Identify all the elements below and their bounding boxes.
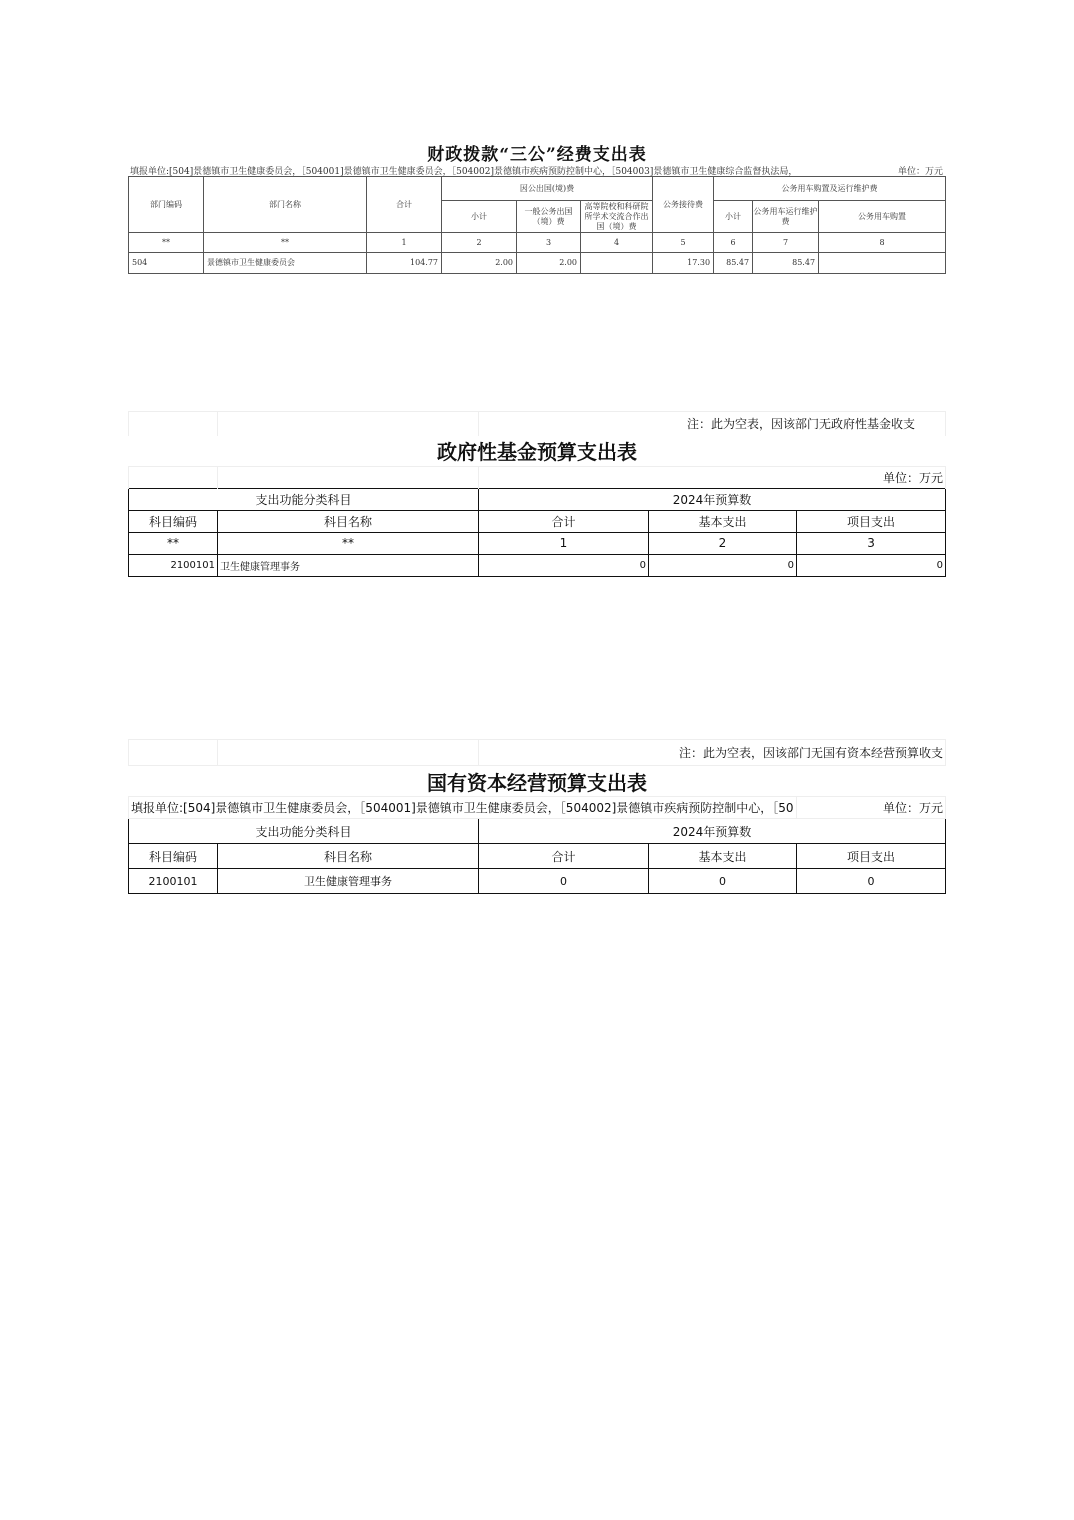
t1-index-cell: 5 bbox=[653, 233, 714, 253]
table-row bbox=[129, 554, 946, 576]
t2-index-cell: ** bbox=[129, 532, 218, 554]
t1-index-row bbox=[129, 233, 946, 253]
t2-cell-basic: 0 bbox=[649, 554, 797, 576]
t1-cell-dept-name: 景德镇市卫生健康委员会 bbox=[204, 253, 367, 274]
t3-header-func: 支出功能分类科目 bbox=[129, 819, 479, 844]
table1-three-public-expenses bbox=[128, 176, 946, 274]
t1-header-university-abroad: 高等院校和科研院所学术交流合作出国（境）费 bbox=[581, 201, 653, 233]
t1-header-subtotal: 小计 bbox=[442, 201, 517, 233]
t2-col-code: 科目编码 bbox=[129, 510, 218, 532]
t1-index-cell: 4 bbox=[581, 233, 653, 253]
table3-unit: 单位：万元 bbox=[797, 797, 946, 819]
t2-index-cell: 3 bbox=[797, 532, 946, 554]
t1-cell-university-abroad bbox=[581, 253, 653, 274]
t3-cell-name: 卫生健康管理事务 bbox=[218, 869, 479, 894]
t2-col-name: 科目名称 bbox=[218, 510, 479, 532]
t1-cell-general-abroad: 2.00 bbox=[517, 253, 581, 274]
t3-col-basic: 基本支出 bbox=[649, 844, 797, 869]
t1-index-cell: 3 bbox=[517, 233, 581, 253]
t2-col-project: 项目支出 bbox=[797, 510, 946, 532]
t1-cell-reception: 17.30 bbox=[653, 253, 714, 274]
t2-cell-code: 2100101 bbox=[129, 554, 218, 576]
t2-index-cell: ** bbox=[218, 532, 479, 554]
t3-col-code: 科目编码 bbox=[129, 844, 218, 869]
table3-state-capital-budget bbox=[128, 739, 946, 894]
t3-col-name: 科目名称 bbox=[218, 844, 479, 869]
t2-col-total: 合计 bbox=[479, 510, 649, 532]
t1-header-vehicle-purchase: 公务用车购置 bbox=[819, 201, 946, 233]
t1-cell-vehicle-purchase bbox=[819, 253, 946, 274]
t3-cell-total: 0 bbox=[479, 869, 649, 894]
t1-header-dept-name: 部门名称 bbox=[204, 177, 367, 233]
t1-header-vehicle-running: 公务用车运行维护费 bbox=[753, 201, 819, 233]
t2-cell-name: 卫生健康管理事务 bbox=[218, 554, 479, 576]
t3-cell-project: 0 bbox=[797, 869, 946, 894]
t2-index-row bbox=[129, 532, 946, 554]
t2-index-cell: 1 bbox=[479, 532, 649, 554]
t2-header-budget: 2024年预算数 bbox=[479, 488, 946, 510]
t1-header-total: 合计 bbox=[367, 177, 442, 233]
table-row bbox=[129, 253, 946, 274]
t1-header-general-abroad: 一般公务出国（境）费 bbox=[517, 201, 581, 233]
t1-header-dept-code: 部门编码 bbox=[129, 177, 204, 233]
t2-col-basic: 基本支出 bbox=[649, 510, 797, 532]
t1-header-vehicle-group: 公务用车购置及运行维护费 bbox=[714, 177, 946, 201]
t1-index-cell: 8 bbox=[819, 233, 946, 253]
table2-title: 政府性基金预算支出表 bbox=[437, 440, 638, 464]
t2-cell-project: 0 bbox=[797, 554, 946, 576]
table2-government-fund-budget bbox=[128, 411, 946, 577]
table-row bbox=[129, 869, 946, 894]
t1-index-cell: ** bbox=[204, 233, 367, 253]
t1-header-reception: 公务接待费 bbox=[653, 177, 714, 233]
table1-title: 财政拨款“三公”经费支出表 bbox=[427, 145, 647, 165]
t1-cell-subtotal: 2.00 bbox=[442, 253, 517, 274]
t1-cell-vehicle-subtotal: 85.47 bbox=[714, 253, 753, 274]
t1-index-cell: 7 bbox=[753, 233, 819, 253]
t1-cell-vehicle-running: 85.47 bbox=[753, 253, 819, 274]
table1-unit: 单位：万元 bbox=[897, 167, 943, 177]
t2-cell-total: 0 bbox=[479, 554, 649, 576]
table3-note: 注：此为空表，因该部门无国有资本经营预算收支 bbox=[479, 740, 946, 766]
t2-header-func: 支出功能分类科目 bbox=[129, 488, 479, 510]
t3-col-project: 项目支出 bbox=[797, 844, 946, 869]
t3-header-budget: 2024年预算数 bbox=[479, 819, 946, 844]
t3-col-total: 合计 bbox=[479, 844, 649, 869]
t1-header-vehicle-subtotal: 小计 bbox=[714, 201, 753, 233]
t1-header-abroad-group: 因公出国(境)费 bbox=[442, 177, 653, 201]
t1-cell-dept-code: 504 bbox=[129, 253, 204, 274]
t1-index-cell: 1 bbox=[367, 233, 442, 253]
table1-filler: 填报单位:[504]景德镇市卫生健康委员会，［504001]景德镇市卫生健康委员会，［504002]景德镇市疾病预防控制中心，［504003]景德镇市卫生健康综合监督执法局， bbox=[130, 167, 798, 177]
t3-cell-basic: 0 bbox=[649, 869, 797, 894]
t1-index-cell: 2 bbox=[442, 233, 517, 253]
t1-cell-total: 104.77 bbox=[367, 253, 442, 274]
table3-filler: 填报单位:[504]景德镇市卫生健康委员会，［504001]景德镇市卫生健康委员会，［504002]景德镇市疾病预防控制中心，［50 bbox=[129, 797, 797, 819]
t1-index-cell: ** bbox=[129, 233, 204, 253]
t3-cell-code: 2100101 bbox=[129, 869, 218, 894]
table2-note: 注：此为空表，因该部门无政府性基金收支 bbox=[479, 412, 946, 436]
table3-title: 国有资本经营预算支出表 bbox=[427, 770, 647, 795]
t2-index-cell: 2 bbox=[649, 532, 797, 554]
table2-unit: 单位：万元 bbox=[479, 466, 946, 488]
t1-index-cell: 6 bbox=[714, 233, 753, 253]
